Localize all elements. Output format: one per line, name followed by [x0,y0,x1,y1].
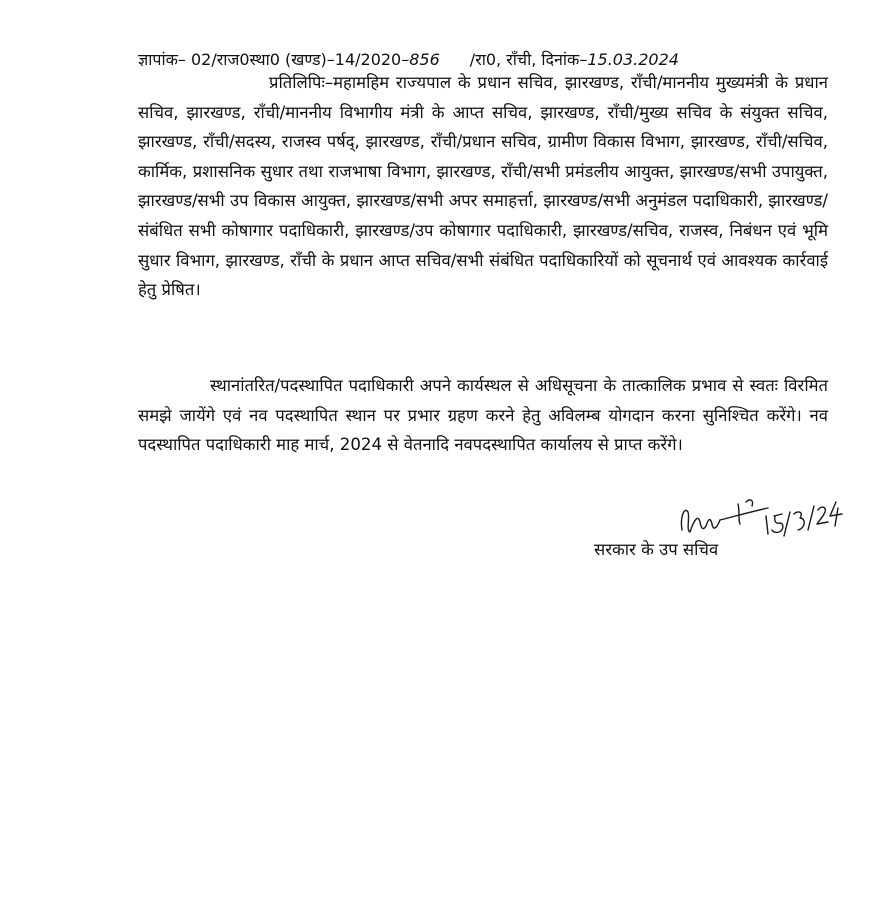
memo-office-place: /रा0, राँची, दिनांक– [469,50,588,69]
memo-date: 15.03.2024 [587,50,679,69]
signatory-designation: सरकार के उप सचिव [594,540,719,559]
relieving-instruction-paragraph: स्थानांतरित/पदस्थापित पदाधिकारी अपने कार्यस्थल से अधिसूचना के तात्कालिक प्रभाव से स्वतः विरमित समझे जायेंगे एवं नव पदस्थापित स्थान पर प्रभार ग्रहण करने हेतु अविलम्ब योगदान करना सुनिश्चित करेंगे। नव पदस्थापित पदाधिकारी माह मार्च, 2024 से वेतनादि नवपदस्थापित कार्यालय से प्राप्त करेंगे। [138,376,828,455]
memo-dispatch-number: 856 [409,50,440,69]
memo-number-prefix: ज्ञापांक– 02/राज0स्था0 (खण्ड)–14/2020– [138,50,410,69]
copy-distribution-paragraph: प्रतिलिपिः–महामहिम राज्यपाल के प्रधान सचिव, झारखण्ड, राँची/माननीय मुख्यमंत्री के प्रधान सचिव, झारखण्ड, राँची/माननीय विभागीय मंत्री के आप्त सचिव, झारखण्ड, राँची/मुख्य सचिव के संयुक्त सचिव, झारखण्ड, राँची/सदस्य, राजस्व पर्षद्, झारखण्ड, राँची/प्रधान सचिव, ग्रामीण विकास विभाग, झारखण्ड, राँची/सचिव, कार्मिक, प्रशासनिक सुधार तथा राजभाषा विभाग, झारखण्ड, राँची/सभी प्रमंडलीय आयुक्त, झारखण्ड/सभी उपायुक्त, झारखण्ड/सभी उप विकास आयुक्त, झारखण्ड/सभी अपर समाहर्त्ता, झारखण्ड/सभी अनुमंडल पदाधिकारी, झारखण्ड/संबंधित सभी कोषागार पदाधिकारी, झारखण्ड/उप कोषागार पदाधिकारी, झारखण्ड/सचिव, राजस्व, निबंधन एवं भूमि सुधार विभाग, झारखण्ड, राँची के प्रधान आप्त सचिव/सभी संबंधित पदाधिकारियों को सूचनार्थ एवं आवश्यक कार्रवाई हेतु प्रेषित। [138,73,828,300]
